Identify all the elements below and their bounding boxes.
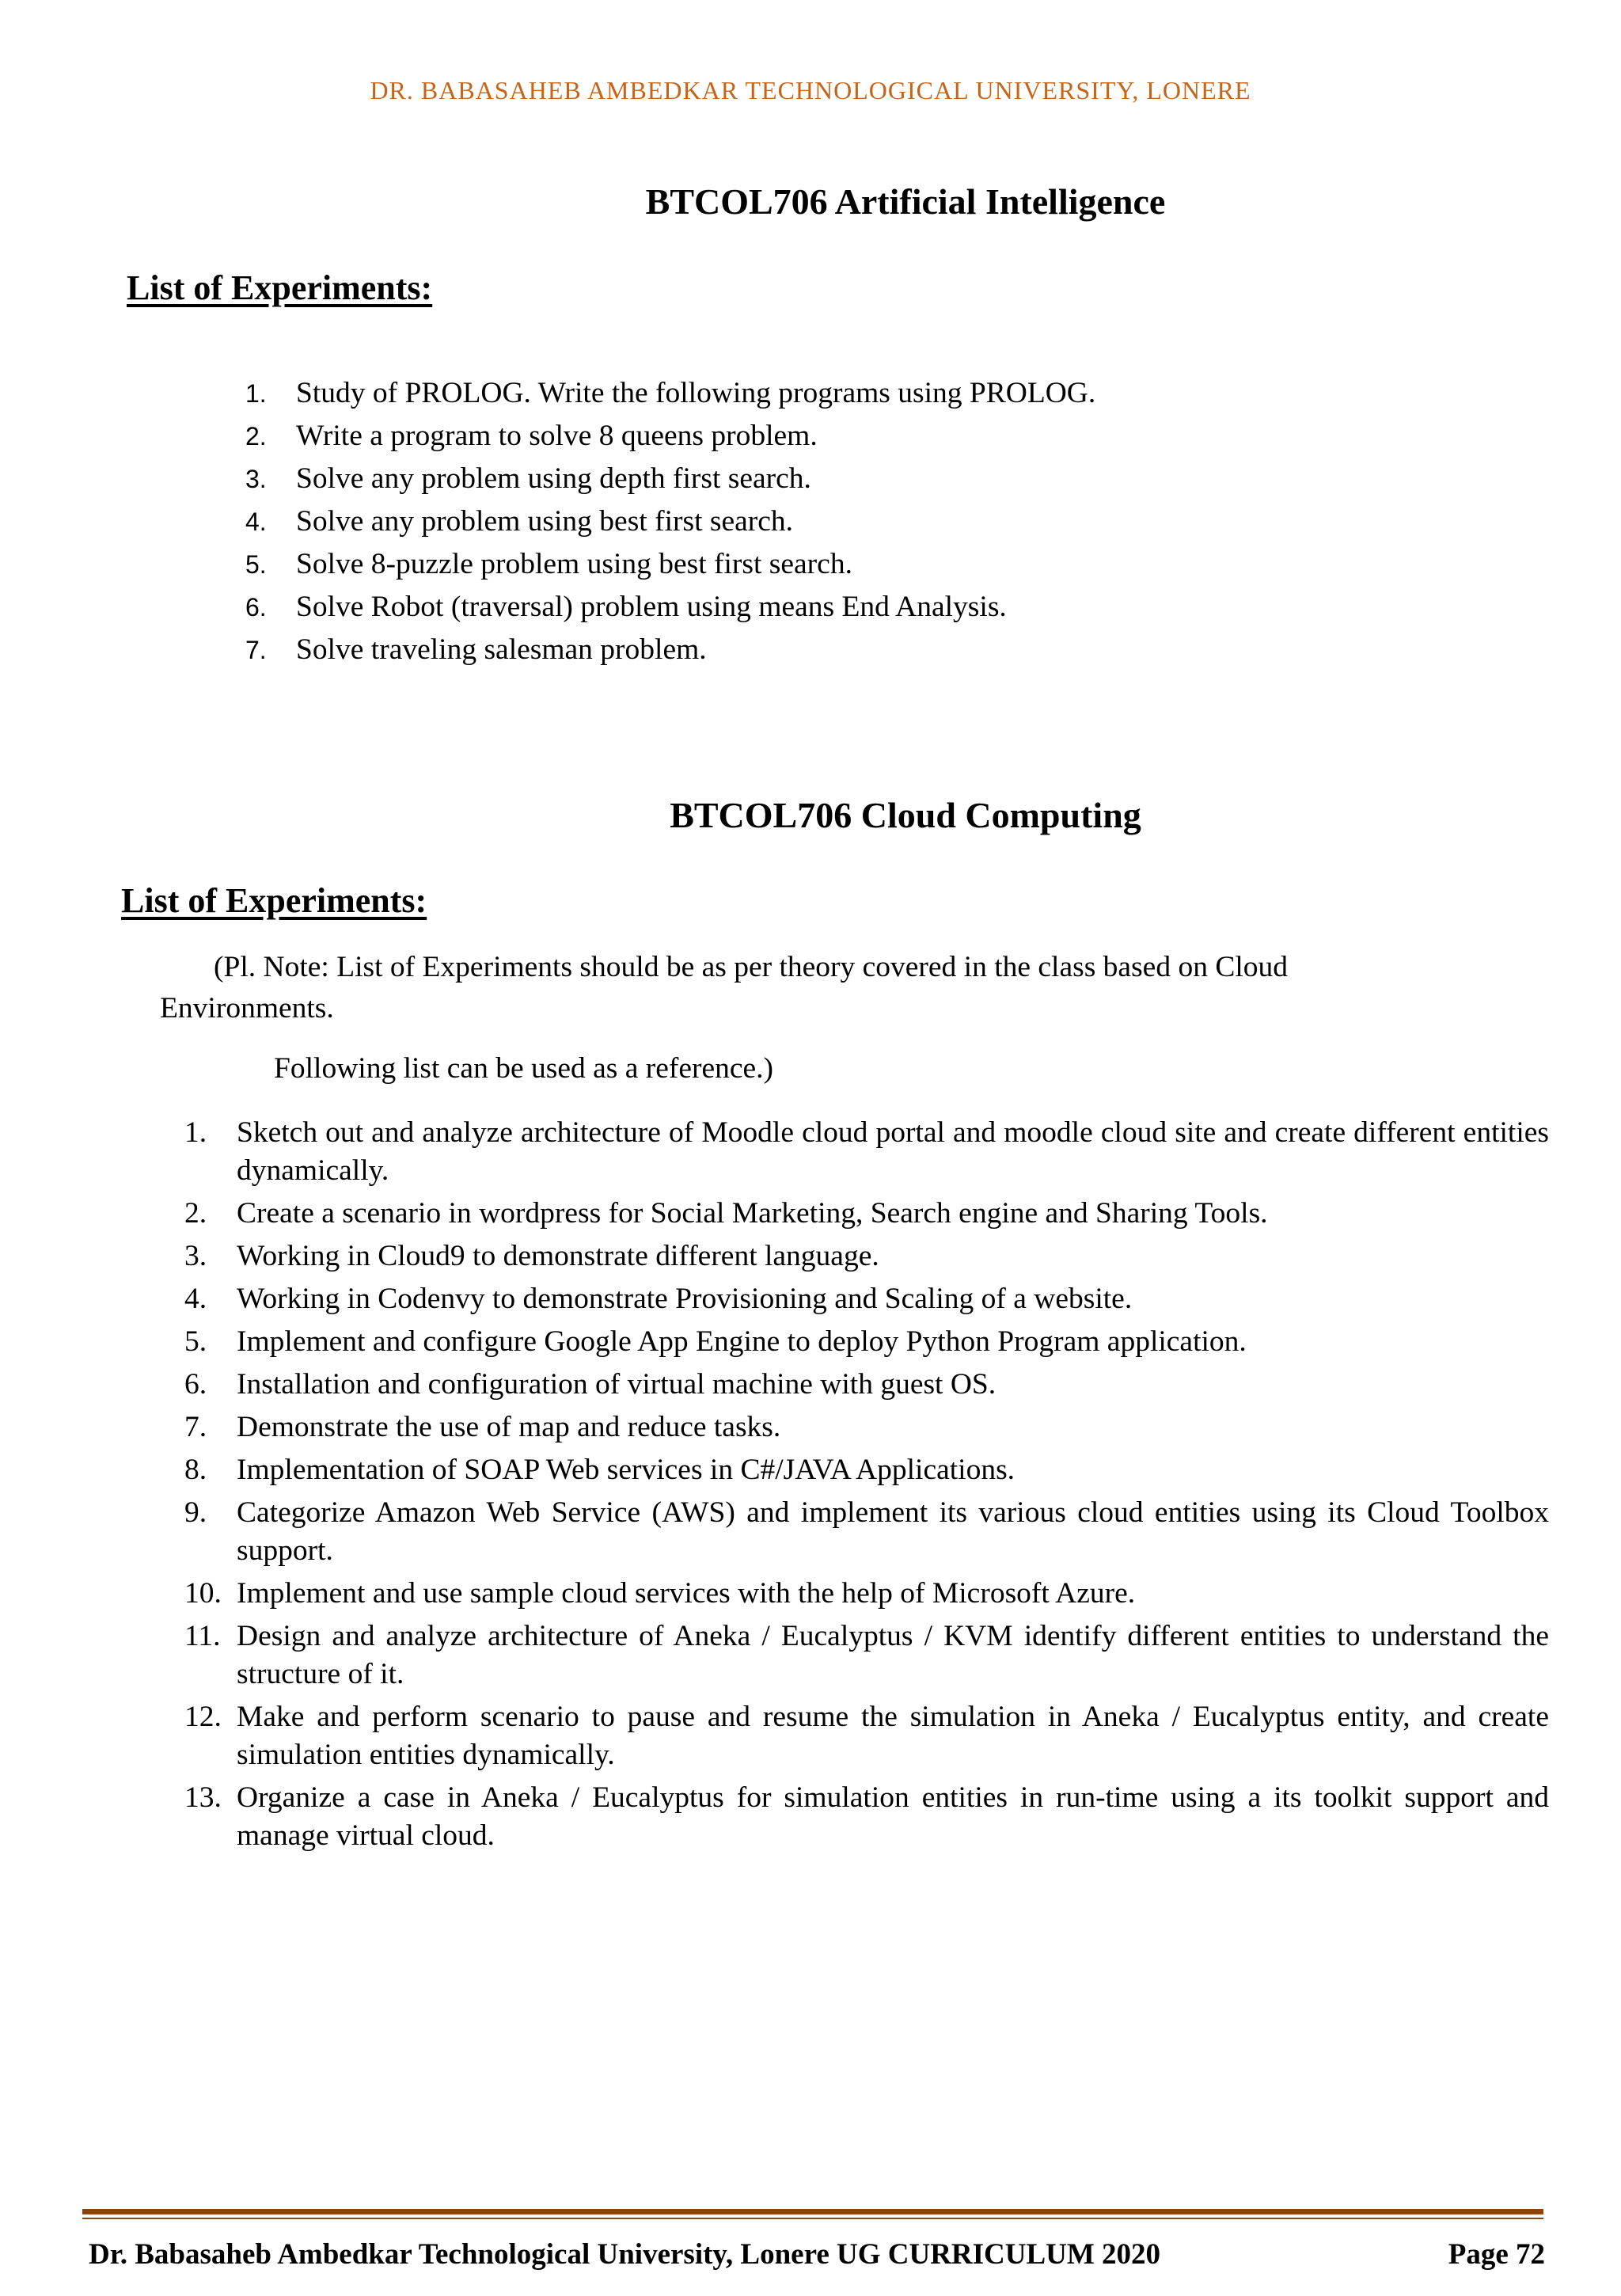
item-number: 1. <box>245 379 267 408</box>
cc-note-line: (Pl. Note: List of Experiments should be as per theory covered in the class based on Cloud <box>214 951 1288 983</box>
item-text: Solve traveling salesman problem. <box>296 633 707 666</box>
list-item <box>184 1114 1549 1190</box>
item-text: Solve Robot (traversal) problem using means End Analysis. <box>296 591 1007 623</box>
item-number: 7. <box>184 1411 207 1443</box>
item-number: 7. <box>245 636 267 664</box>
ai-course-title-wrap <box>0 181 1621 222</box>
item-number: 2. <box>184 1197 207 1230</box>
item-number: 8. <box>184 1454 207 1486</box>
footer-rule-thick <box>82 2209 1543 2214</box>
item-number: 6. <box>184 1368 207 1401</box>
footer-rule-thin <box>82 2218 1543 2219</box>
list-item <box>245 500 1095 543</box>
item-text: Demonstrate the use of map and reduce tasks. <box>237 1411 781 1443</box>
item-number: 12. <box>184 1701 222 1733</box>
list-item <box>184 1280 1549 1318</box>
item-number: 4. <box>245 507 267 536</box>
item-number: 5. <box>245 550 267 579</box>
list-item <box>184 1617 1549 1693</box>
item-text: Working in Cloud9 to demonstrate different language. <box>237 1240 879 1272</box>
item-text: Write a program to solve 8 queens problem. <box>296 420 818 452</box>
cc-experiment-list <box>184 1114 1549 1860</box>
list-item <box>184 1575 1549 1613</box>
list-item <box>184 1451 1549 1489</box>
cc-course-title: BTCOL706 Cloud Computing <box>670 795 1141 835</box>
item-number: 1. <box>184 1116 207 1149</box>
item-text: Study of PROLOG. Write the following programs using PROLOG. <box>296 377 1096 409</box>
page-number: Page 72 <box>1448 2238 1545 2271</box>
item-number: 9. <box>184 1496 207 1529</box>
list-item <box>184 1698 1549 1774</box>
item-text: Solve any problem using best first search. <box>296 505 793 538</box>
list-item <box>184 1494 1549 1570</box>
item-number: 13. <box>184 1781 222 1814</box>
cc-note-line: Environments. <box>160 992 334 1024</box>
item-text: Installation and configuration of virtual machine with guest OS. <box>237 1368 997 1401</box>
item-number: 3. <box>184 1240 207 1272</box>
item-text: Make and perform scenario to pause and resume the simulation in Aneka / Eucalyptus entity, and create simulation entities dynamically. <box>237 1701 1549 1771</box>
item-number: 6. <box>245 593 267 622</box>
item-text: Categorize Amazon Web Service (AWS) and implement its various cloud entities using its Cloud Toolbox support. <box>237 1496 1549 1567</box>
cc-course-title-wrap <box>0 794 1621 836</box>
item-number: 2. <box>245 422 267 450</box>
ai-experiment-list <box>245 372 1095 671</box>
item-number: 11. <box>184 1620 221 1652</box>
list-item <box>245 543 1095 586</box>
footer-text: Dr. Babasaheb Ambedkar Technological University, Lonere UG CURRICULUM 2020 <box>89 2238 1161 2271</box>
item-text: Create a scenario in wordpress for Social Marketing, Search engine and Sharing Tools. <box>237 1197 1268 1230</box>
item-text: Solve 8-puzzle problem using best first search. <box>296 548 852 580</box>
list-item <box>184 1237 1549 1275</box>
item-text: Sketch out and analyze architecture of Moodle cloud portal and moodle cloud site and create different entities dynamically. <box>237 1116 1549 1187</box>
item-number: 5. <box>184 1325 207 1358</box>
list-item <box>184 1195 1549 1233</box>
page-header: DR. BABASAHEB AMBEDKAR TECHNOLOGICAL UNIVERSITY, LONERE <box>370 76 1251 105</box>
cc-note-line: Following list can be used as a reference.) <box>274 1052 774 1085</box>
ai-course-title: BTCOL706 Artificial Intelligence <box>645 181 1166 222</box>
list-item <box>184 1408 1549 1446</box>
list-item <box>245 586 1095 629</box>
item-text: Implement and use sample cloud services with the help of Microsoft Azure. <box>237 1577 1136 1610</box>
item-text: Solve any problem using depth first search. <box>296 462 811 495</box>
item-number: 4. <box>184 1283 207 1315</box>
list-item <box>245 629 1095 671</box>
item-text: Working in Codenvy to demonstrate Provisioning and Scaling of a website. <box>237 1283 1133 1315</box>
item-text: Implement and configure Google App Engine to deploy Python Program application. <box>237 1325 1247 1358</box>
item-text: Implementation of SOAP Web services in C#/JAVA Applications. <box>237 1454 1015 1486</box>
list-item <box>245 415 1095 458</box>
item-text: Organize a case in Aneka / Eucalyptus for simulation entities in run-time using a its toolkit support and manage virtual cloud. <box>237 1781 1549 1852</box>
list-item <box>245 458 1095 500</box>
item-number: 10. <box>184 1577 222 1610</box>
item-number: 3. <box>245 465 267 493</box>
list-item <box>245 372 1095 415</box>
ai-list-heading: List of Experiments: <box>127 268 433 307</box>
list-item <box>184 1779 1549 1855</box>
list-item <box>184 1366 1549 1404</box>
list-item <box>184 1323 1549 1361</box>
cc-list-heading: List of Experiments: <box>121 881 427 920</box>
item-text: Design and analyze architecture of Aneka / Eucalyptus / KVM identify different entities to understand the structure of it. <box>237 1620 1549 1690</box>
